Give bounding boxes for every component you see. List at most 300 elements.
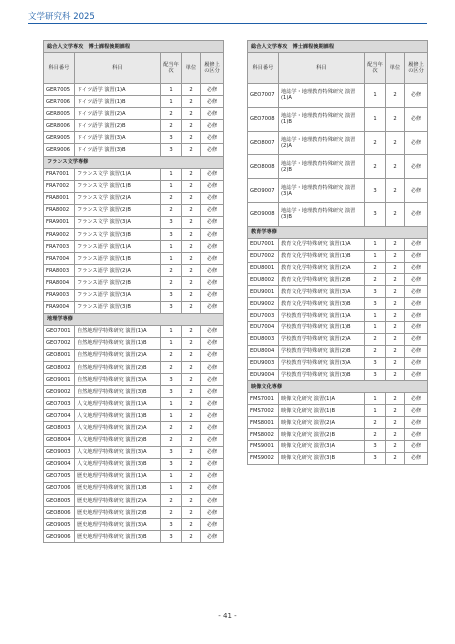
- course-subject: 人文地理学特殊研究 演習(2)A: [75, 422, 161, 434]
- course-subject: フランス語学 演習(1)B: [75, 253, 161, 265]
- course-subject: 歴史地理学特殊研究 演習(2)B: [75, 507, 161, 519]
- course-required: 必修: [201, 422, 224, 434]
- table-row: [44, 132, 224, 144]
- course-year: 3: [161, 386, 182, 398]
- group-name: 教育学専修: [248, 226, 428, 238]
- course-credits: 2: [182, 144, 201, 156]
- course-year: 3: [365, 286, 386, 298]
- course-subject: フランス文学 演習(2)A: [75, 192, 161, 204]
- course-credits: 2: [182, 482, 201, 494]
- course-year: 3: [161, 531, 182, 543]
- course-year: 1: [161, 180, 182, 192]
- course-credits: 2: [386, 131, 405, 155]
- course-year: 1: [161, 241, 182, 253]
- course-code: FRA8004: [44, 277, 75, 289]
- course-year: 1: [161, 84, 182, 96]
- course-year: 1: [365, 107, 386, 131]
- course-year: 2: [365, 345, 386, 357]
- course-required: 必修: [201, 229, 224, 241]
- course-credits: 2: [182, 458, 201, 470]
- course-year: 2: [161, 495, 182, 507]
- course-subject: 地誌学・地理教育特殊研究 演習(2)A: [279, 131, 365, 155]
- course-year: 3: [161, 374, 182, 386]
- table-row: [44, 96, 224, 108]
- course-year: 3: [161, 229, 182, 241]
- course-year: 2: [161, 204, 182, 216]
- course-year: 2: [161, 349, 182, 361]
- course-credits: 2: [182, 108, 201, 120]
- course-credits: 2: [182, 410, 201, 422]
- course-credits: 2: [182, 398, 201, 410]
- course-credits: 2: [386, 441, 405, 453]
- course-code: GEO9006: [44, 531, 75, 543]
- course-required: 必修: [201, 361, 224, 373]
- course-year: 1: [161, 168, 182, 180]
- course-code: GEO7008: [248, 107, 279, 131]
- course-code: GER9005: [44, 132, 75, 144]
- table-row: [248, 286, 428, 298]
- page-title: 文学研究科 2025: [28, 12, 95, 22]
- course-credits: 2: [182, 361, 201, 373]
- course-credits: 2: [182, 192, 201, 204]
- course-code: EDU9004: [248, 369, 279, 381]
- course-year: 2: [161, 120, 182, 132]
- course-year: 2: [365, 429, 386, 441]
- course-subject: 自然地理学特殊研究 演習(3)A: [75, 374, 161, 386]
- right-course-table: [247, 40, 428, 465]
- table-row: [44, 265, 224, 277]
- course-code: GER7006: [44, 96, 75, 108]
- course-credits: 2: [182, 277, 201, 289]
- course-required: 必修: [405, 369, 428, 381]
- course-code: FRA7001: [44, 168, 75, 180]
- table-title: 総合人文学専攻 博士課程後期課程: [44, 41, 224, 53]
- course-year: 3: [365, 357, 386, 369]
- course-year: 2: [161, 277, 182, 289]
- course-credits: 2: [182, 470, 201, 482]
- course-subject: ドイツ語学 演習(1)B: [75, 96, 161, 108]
- course-code: GER8006: [44, 120, 75, 132]
- course-year: 2: [365, 417, 386, 429]
- course-required: 必修: [405, 322, 428, 334]
- course-subject: 自然地理学特殊研究 演習(3)B: [75, 386, 161, 398]
- course-code: FRA9002: [44, 229, 75, 241]
- course-code: GEO7002: [44, 337, 75, 349]
- table-row: [44, 349, 224, 361]
- course-subject: 教育文化学特殊研究 演習(1)A: [279, 238, 365, 250]
- course-credits: 2: [182, 386, 201, 398]
- course-code: EDU9003: [248, 357, 279, 369]
- course-required: 必修: [405, 238, 428, 250]
- course-code: FMS7002: [248, 405, 279, 417]
- table-row: [44, 507, 224, 519]
- table-row: [44, 325, 224, 337]
- table-row: [44, 495, 224, 507]
- course-required: 必修: [405, 286, 428, 298]
- col-header-code: 科目番号: [248, 53, 279, 84]
- table-row: [44, 519, 224, 531]
- course-credits: 2: [182, 204, 201, 216]
- course-credits: 2: [182, 96, 201, 108]
- course-subject: フランス文学 演習(1)B: [75, 180, 161, 192]
- course-subject: 人文地理学特殊研究 演習(3)B: [75, 458, 161, 470]
- course-required: 必修: [201, 434, 224, 446]
- course-code: EDU7002: [248, 250, 279, 262]
- course-required: 必修: [201, 192, 224, 204]
- course-required: 必修: [405, 250, 428, 262]
- course-required: 必修: [201, 108, 224, 120]
- course-required: 必修: [405, 262, 428, 274]
- table-row: [44, 84, 224, 96]
- course-required: 必修: [201, 446, 224, 458]
- course-subject: ドイツ語学 演習(1)A: [75, 84, 161, 96]
- course-credits: 2: [386, 262, 405, 274]
- course-subject: フランス語学 演習(3)B: [75, 301, 161, 313]
- course-required: 必修: [201, 168, 224, 180]
- course-code: GEO9003: [44, 446, 75, 458]
- course-credits: 2: [182, 337, 201, 349]
- course-subject: 映像文化研究 演習(3)A: [279, 441, 365, 453]
- table-row: [44, 386, 224, 398]
- table-row: [44, 241, 224, 253]
- course-subject: 地誌学・地理教育特殊研究 演習(1)B: [279, 107, 365, 131]
- table-row: [248, 262, 428, 274]
- course-credits: 2: [386, 333, 405, 345]
- course-year: 1: [365, 250, 386, 262]
- table-row: [44, 361, 224, 373]
- course-subject: 教育文化学特殊研究 演習(1)B: [279, 250, 365, 262]
- col-header-required: 履修上の区分: [405, 53, 428, 84]
- course-subject: 人文地理学特殊研究 演習(2)B: [75, 434, 161, 446]
- table-row: [248, 155, 428, 179]
- course-year: 1: [161, 337, 182, 349]
- course-credits: 2: [182, 325, 201, 337]
- course-subject: 教育文化学特殊研究 演習(3)A: [279, 286, 365, 298]
- course-code: GEO7001: [44, 325, 75, 337]
- col-header-subject: 科目: [279, 53, 365, 84]
- course-year: 3: [161, 301, 182, 313]
- course-code: EDU9002: [248, 298, 279, 310]
- course-year: 2: [161, 434, 182, 446]
- course-credits: 2: [182, 349, 201, 361]
- course-year: 1: [365, 310, 386, 322]
- table-row: [44, 531, 224, 543]
- course-year: 3: [161, 132, 182, 144]
- page-number: - 41 -: [218, 612, 237, 620]
- course-year: 2: [161, 265, 182, 277]
- course-subject: ドイツ語学 演習(2)A: [75, 108, 161, 120]
- group-name: 映像文化専修: [248, 381, 428, 393]
- course-credits: 2: [386, 107, 405, 131]
- course-year: 1: [161, 96, 182, 108]
- course-subject: 映像文化研究 演習(1)B: [279, 405, 365, 417]
- course-credits: 2: [182, 519, 201, 531]
- course-code: EDU8004: [248, 345, 279, 357]
- course-credits: 2: [182, 434, 201, 446]
- table-row: [248, 357, 428, 369]
- course-subject: 学校教育学特殊研究 演習(2)B: [279, 345, 365, 357]
- table-row: [44, 410, 224, 422]
- course-subject: フランス語学 演習(1)A: [75, 241, 161, 253]
- course-subject: 映像文化研究 演習(2)B: [279, 429, 365, 441]
- course-required: 必修: [201, 96, 224, 108]
- table-row: [248, 202, 428, 226]
- course-required: 必修: [201, 277, 224, 289]
- course-year: 3: [365, 441, 386, 453]
- course-required: 必修: [405, 393, 428, 405]
- course-required: 必修: [201, 458, 224, 470]
- course-required: 必修: [405, 429, 428, 441]
- course-code: GEO8002: [44, 361, 75, 373]
- group-header-row: [248, 226, 428, 238]
- course-credits: 2: [386, 286, 405, 298]
- course-year: 1: [365, 393, 386, 405]
- course-code: GEO7006: [44, 482, 75, 494]
- course-subject: 地誌学・地理教育特殊研究 演習(3)A: [279, 179, 365, 203]
- course-subject: 教育文化学特殊研究 演習(3)B: [279, 298, 365, 310]
- group-name: フランス文学専修: [44, 156, 224, 168]
- course-required: 必修: [201, 253, 224, 265]
- course-subject: 地誌学・地理教育特殊研究 演習(2)B: [279, 155, 365, 179]
- course-code: FRA9001: [44, 216, 75, 228]
- course-year: 2: [365, 131, 386, 155]
- course-credits: 2: [182, 531, 201, 543]
- course-code: GEO7005: [44, 470, 75, 482]
- table-row: [44, 470, 224, 482]
- course-year: 2: [161, 507, 182, 519]
- course-subject: 歴史地理学特殊研究 演習(1)A: [75, 470, 161, 482]
- course-code: GEO9001: [44, 374, 75, 386]
- course-subject: 地誌学・地理教育特殊研究 演習(1)A: [279, 84, 365, 108]
- course-code: EDU7001: [248, 238, 279, 250]
- course-code: GEO9007: [248, 179, 279, 203]
- group-name: 地理学専修: [44, 313, 224, 325]
- course-subject: 歴史地理学特殊研究 演習(3)A: [75, 519, 161, 531]
- col-header-code: 科目番号: [44, 53, 75, 84]
- course-required: 必修: [201, 289, 224, 301]
- course-required: 必修: [201, 398, 224, 410]
- course-year: 3: [161, 446, 182, 458]
- course-code: FRA9004: [44, 301, 75, 313]
- course-year: 3: [365, 452, 386, 464]
- course-code: FMS8002: [248, 429, 279, 441]
- course-required: 必修: [201, 495, 224, 507]
- course-required: 必修: [201, 216, 224, 228]
- course-subject: 学校教育学特殊研究 演習(1)A: [279, 310, 365, 322]
- course-subject: 自然地理学特殊研究 演習(2)B: [75, 361, 161, 373]
- course-code: GEO7007: [248, 84, 279, 108]
- course-required: 必修: [201, 482, 224, 494]
- col-header-year: 配当年次: [365, 53, 386, 84]
- course-credits: 2: [182, 253, 201, 265]
- course-required: 必修: [201, 507, 224, 519]
- table-row: [248, 322, 428, 334]
- course-year: 3: [161, 458, 182, 470]
- course-required: 必修: [405, 298, 428, 310]
- table-row: [44, 374, 224, 386]
- course-subject: 教育文化学特殊研究 演習(2)A: [279, 262, 365, 274]
- course-subject: フランス語学 演習(3)A: [75, 289, 161, 301]
- col-header-required: 履修上の区分: [201, 53, 224, 84]
- course-required: 必修: [201, 531, 224, 543]
- course-code: EDU7004: [248, 322, 279, 334]
- course-credits: 2: [182, 301, 201, 313]
- course-subject: 人文地理学特殊研究 演習(3)A: [75, 446, 161, 458]
- course-year: 1: [161, 398, 182, 410]
- course-required: 必修: [201, 265, 224, 277]
- course-credits: 2: [386, 369, 405, 381]
- course-code: GEO8001: [44, 349, 75, 361]
- course-credits: 2: [386, 393, 405, 405]
- table-row: [248, 238, 428, 250]
- course-year: 3: [365, 179, 386, 203]
- table-title-row: [248, 41, 428, 53]
- table-row: [44, 120, 224, 132]
- course-year: 1: [161, 470, 182, 482]
- course-subject: 自然地理学特殊研究 演習(1)B: [75, 337, 161, 349]
- table-row: [248, 333, 428, 345]
- course-subject: 学校教育学特殊研究 演習(3)A: [279, 357, 365, 369]
- course-credits: 2: [386, 452, 405, 464]
- table-row: [248, 131, 428, 155]
- course-code: GER9006: [44, 144, 75, 156]
- group-header-row: [44, 313, 224, 325]
- course-required: 必修: [201, 519, 224, 531]
- course-required: 必修: [405, 333, 428, 345]
- table-row: [248, 369, 428, 381]
- course-code: FRA8002: [44, 204, 75, 216]
- course-subject: 学校教育学特殊研究 演習(2)A: [279, 333, 365, 345]
- course-required: 必修: [201, 374, 224, 386]
- table-row: [248, 274, 428, 286]
- course-code: EDU7003: [248, 310, 279, 322]
- course-subject: フランス語学 演習(2)B: [75, 277, 161, 289]
- course-credits: 2: [386, 84, 405, 108]
- course-year: 1: [161, 325, 182, 337]
- course-subject: フランス文学 演習(1)A: [75, 168, 161, 180]
- table-row: [44, 289, 224, 301]
- course-credits: 2: [182, 84, 201, 96]
- course-required: 必修: [405, 405, 428, 417]
- course-code: GEO9008: [248, 202, 279, 226]
- course-code: EDU8003: [248, 333, 279, 345]
- course-code: FMS9002: [248, 452, 279, 464]
- course-code: GEO7003: [44, 398, 75, 410]
- course-credits: 2: [386, 274, 405, 286]
- course-required: 必修: [201, 241, 224, 253]
- course-required: 必修: [201, 386, 224, 398]
- course-year: 3: [365, 202, 386, 226]
- course-subject: フランス文学 演習(3)A: [75, 216, 161, 228]
- course-credits: 2: [386, 310, 405, 322]
- course-code: FMS8001: [248, 417, 279, 429]
- course-subject: ドイツ語学 演習(3)B: [75, 144, 161, 156]
- course-subject: 学校教育学特殊研究 演習(1)B: [279, 322, 365, 334]
- course-code: GEO8008: [248, 155, 279, 179]
- course-required: 必修: [201, 84, 224, 96]
- course-credits: 2: [182, 374, 201, 386]
- course-required: 必修: [201, 410, 224, 422]
- course-year: 2: [365, 155, 386, 179]
- course-required: 必修: [405, 155, 428, 179]
- course-credits: 2: [386, 417, 405, 429]
- course-code: FRA9003: [44, 289, 75, 301]
- course-credits: 2: [182, 168, 201, 180]
- course-year: 3: [161, 289, 182, 301]
- course-year: 2: [161, 361, 182, 373]
- course-required: 必修: [201, 204, 224, 216]
- table-row: [44, 458, 224, 470]
- course-code: FRA7003: [44, 241, 75, 253]
- left-course-table: [43, 40, 224, 543]
- course-required: 必修: [201, 349, 224, 361]
- course-year: 2: [365, 333, 386, 345]
- course-required: 必修: [201, 120, 224, 132]
- course-credits: 2: [182, 241, 201, 253]
- table-row: [44, 253, 224, 265]
- course-credits: 2: [182, 216, 201, 228]
- course-subject: 人文地理学特殊研究 演習(1)B: [75, 410, 161, 422]
- header-rule: [28, 23, 427, 24]
- course-code: FRA8001: [44, 192, 75, 204]
- course-subject: 歴史地理学特殊研究 演習(2)A: [75, 495, 161, 507]
- course-code: FRA7002: [44, 180, 75, 192]
- group-header-row: [248, 381, 428, 393]
- course-credits: 2: [386, 179, 405, 203]
- course-credits: 2: [386, 202, 405, 226]
- table-row: [44, 398, 224, 410]
- course-subject: 歴史地理学特殊研究 演習(3)B: [75, 531, 161, 543]
- course-credits: 2: [386, 322, 405, 334]
- course-subject: 映像文化研究 演習(3)B: [279, 452, 365, 464]
- course-year: 2: [161, 192, 182, 204]
- course-required: 必修: [405, 441, 428, 453]
- course-required: 必修: [201, 180, 224, 192]
- course-code: GER8005: [44, 108, 75, 120]
- course-year: 3: [365, 298, 386, 310]
- course-credits: 2: [182, 120, 201, 132]
- course-year: 2: [161, 422, 182, 434]
- course-required: 必修: [405, 202, 428, 226]
- table-row: [248, 429, 428, 441]
- course-year: 1: [161, 482, 182, 494]
- course-subject: フランス文学 演習(3)B: [75, 229, 161, 241]
- course-year: 1: [161, 410, 182, 422]
- table-row: [44, 277, 224, 289]
- course-year: 1: [365, 322, 386, 334]
- course-code: GEO8006: [44, 507, 75, 519]
- table-row: [44, 180, 224, 192]
- course-required: 必修: [405, 84, 428, 108]
- course-code: FRA7004: [44, 253, 75, 265]
- course-credits: 2: [386, 345, 405, 357]
- course-subject: 歴史地理学特殊研究 演習(1)B: [75, 482, 161, 494]
- course-year: 3: [161, 144, 182, 156]
- course-credits: 2: [182, 265, 201, 277]
- col-header-credits: 単位: [182, 53, 201, 84]
- table-row: [44, 301, 224, 313]
- course-subject: 人文地理学特殊研究 演習(1)A: [75, 398, 161, 410]
- course-year: 1: [365, 84, 386, 108]
- table-row: [44, 144, 224, 156]
- col-header-year: 配当年次: [161, 53, 182, 84]
- column-header-row: [248, 53, 428, 84]
- table-row: [44, 192, 224, 204]
- course-code: FRA8003: [44, 265, 75, 277]
- course-code: GEO8004: [44, 434, 75, 446]
- course-credits: 2: [182, 229, 201, 241]
- table-row: [44, 446, 224, 458]
